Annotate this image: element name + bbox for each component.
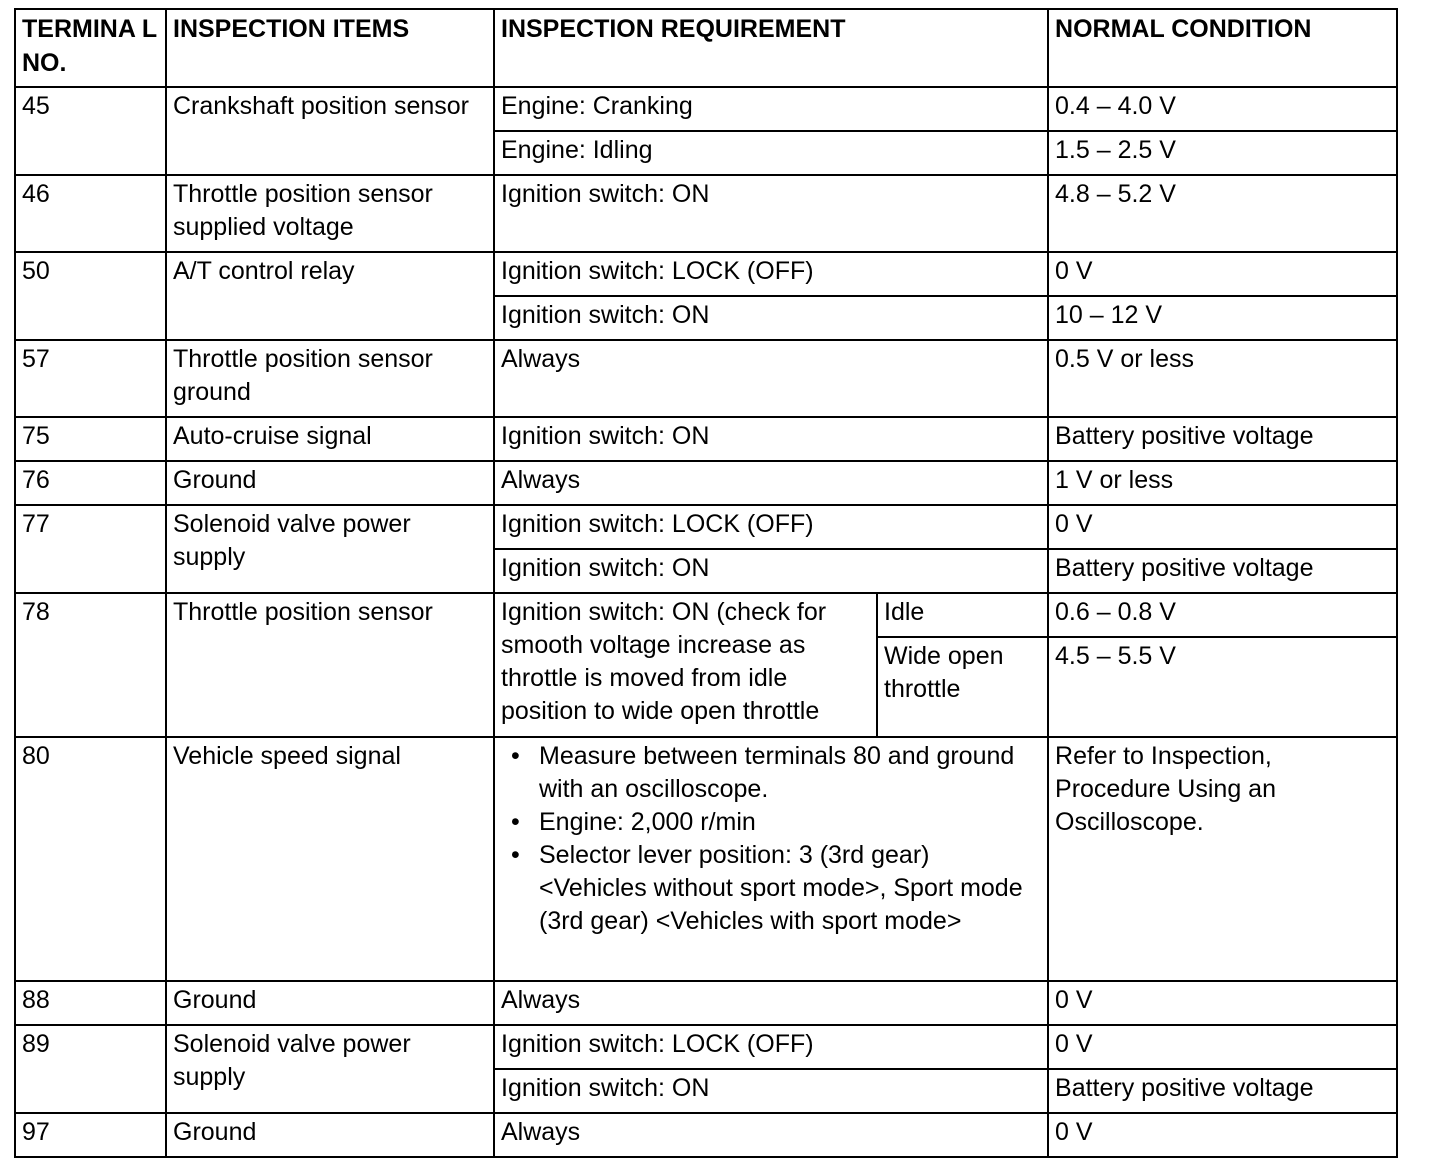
table-row xyxy=(15,981,1397,1025)
normal-condition: 4.8 – 5.2 V xyxy=(1048,175,1397,252)
normal-condition: 0.5 V or less xyxy=(1048,340,1397,417)
inspection-requirement: Engine: Idling xyxy=(494,131,1048,175)
inspection-requirement: Ignition switch: ON xyxy=(494,417,1048,461)
header-inspection-requirement: INSPECTION REQUIREMENT xyxy=(494,9,1048,87)
terminal-number: 50 xyxy=(15,252,166,340)
inspection-requirement: Ignition switch: ON xyxy=(494,296,1048,340)
inspection-item: Ground xyxy=(166,981,494,1025)
inspection-item: A/T control relay xyxy=(166,252,494,340)
table-row xyxy=(15,593,1397,637)
inspection-requirement: Ignition switch: ON xyxy=(494,1069,1048,1113)
list-item: • Measure between terminals 80 and ground with an oscilloscope. xyxy=(501,740,1041,806)
inspection-requirement: Always xyxy=(494,461,1048,505)
table-row xyxy=(15,340,1397,417)
inspection-requirement: Always xyxy=(494,981,1048,1025)
throttle-position-label: Idle xyxy=(877,593,1048,637)
inspection-requirement: Ignition switch: ON (check for smooth voltage increase as throttle is moved from idle position to wide open throttle xyxy=(494,593,877,737)
normal-condition: Battery positive voltage xyxy=(1048,1069,1397,1113)
table-row xyxy=(15,737,1397,981)
terminal-number: 77 xyxy=(15,505,166,593)
header-inspection-items: INSPECTION ITEMS xyxy=(166,9,494,87)
list-item: • Engine: 2,000 r/min xyxy=(501,806,1041,839)
normal-condition: 0.6 – 0.8 V xyxy=(1048,593,1397,637)
normal-condition: 1 V or less xyxy=(1048,461,1397,505)
table-row xyxy=(15,252,1397,296)
table-row xyxy=(15,175,1397,252)
inspection-item: Solenoid valve power supply xyxy=(166,1025,494,1113)
inspection-requirement: Ignition switch: LOCK (OFF) xyxy=(494,505,1048,549)
table-row xyxy=(15,461,1397,505)
normal-condition: 0 V xyxy=(1048,505,1397,549)
header-normal-condition: NORMAL CONDITION xyxy=(1048,9,1397,87)
normal-condition: 0 V xyxy=(1048,981,1397,1025)
inspection-item: Solenoid valve power supply xyxy=(166,505,494,593)
normal-condition: Battery positive voltage xyxy=(1048,417,1397,461)
inspection-requirement: Ignition switch: ON xyxy=(494,175,1048,252)
normal-condition: 10 – 12 V xyxy=(1048,296,1397,340)
normal-condition: 1.5 – 2.5 V xyxy=(1048,131,1397,175)
terminal-number: 76 xyxy=(15,461,166,505)
terminal-number: 80 xyxy=(15,737,166,981)
header-row xyxy=(15,9,1397,87)
inspection-requirement: Ignition switch: LOCK (OFF) xyxy=(494,1025,1048,1069)
normal-condition: 0 V xyxy=(1048,1025,1397,1069)
terminal-number: 97 xyxy=(15,1113,166,1157)
inspection-item: Throttle position sensor xyxy=(166,593,494,737)
header-terminal-no: TERMINA L NO. xyxy=(15,9,166,87)
terminal-number: 78 xyxy=(15,593,166,737)
normal-condition: 0 V xyxy=(1048,252,1397,296)
inspection-item: Auto-cruise signal xyxy=(166,417,494,461)
inspection-requirement: Always xyxy=(494,340,1048,417)
normal-condition: 4.5 – 5.5 V xyxy=(1048,637,1397,737)
requirement-bullet-list xyxy=(501,740,1041,938)
table-row xyxy=(15,417,1397,461)
inspection-item: Crankshaft position sensor xyxy=(166,87,494,175)
terminal-number: 88 xyxy=(15,981,166,1025)
terminal-inspection-table xyxy=(14,8,1398,1158)
terminal-number: 89 xyxy=(15,1025,166,1113)
throttle-position-label: Wide open throttle xyxy=(877,637,1048,737)
inspection-item: Ground xyxy=(166,461,494,505)
terminal-number: 45 xyxy=(15,87,166,175)
inspection-item: Vehicle speed signal xyxy=(166,737,494,981)
terminal-number: 57 xyxy=(15,340,166,417)
inspection-item: Throttle position sensor supplied voltage xyxy=(166,175,494,252)
list-item: • Selector lever position: 3 (3rd gear) <Vehicles without sport mode>, Sport mode (3rd gear) <Vehicles with sport mode> xyxy=(501,839,1041,938)
table-row xyxy=(15,1113,1397,1157)
terminal-number: 75 xyxy=(15,417,166,461)
inspection-item: Throttle position sensor ground xyxy=(166,340,494,417)
normal-condition: 0.4 – 4.0 V xyxy=(1048,87,1397,131)
inspection-requirement: Ignition switch: LOCK (OFF) xyxy=(494,252,1048,296)
normal-condition: 0 V xyxy=(1048,1113,1397,1157)
terminal-number: 46 xyxy=(15,175,166,252)
table-row xyxy=(15,87,1397,131)
normal-condition: Refer to Inspection, Procedure Using an Oscilloscope. xyxy=(1048,737,1397,981)
inspection-requirement: Engine: Cranking xyxy=(494,87,1048,131)
table-row xyxy=(15,505,1397,549)
inspection-requirement xyxy=(494,737,1048,981)
normal-condition: Battery positive voltage xyxy=(1048,549,1397,593)
table-row xyxy=(15,1025,1397,1069)
inspection-requirement: Always xyxy=(494,1113,1048,1157)
inspection-requirement: Ignition switch: ON xyxy=(494,549,1048,593)
inspection-item: Ground xyxy=(166,1113,494,1157)
